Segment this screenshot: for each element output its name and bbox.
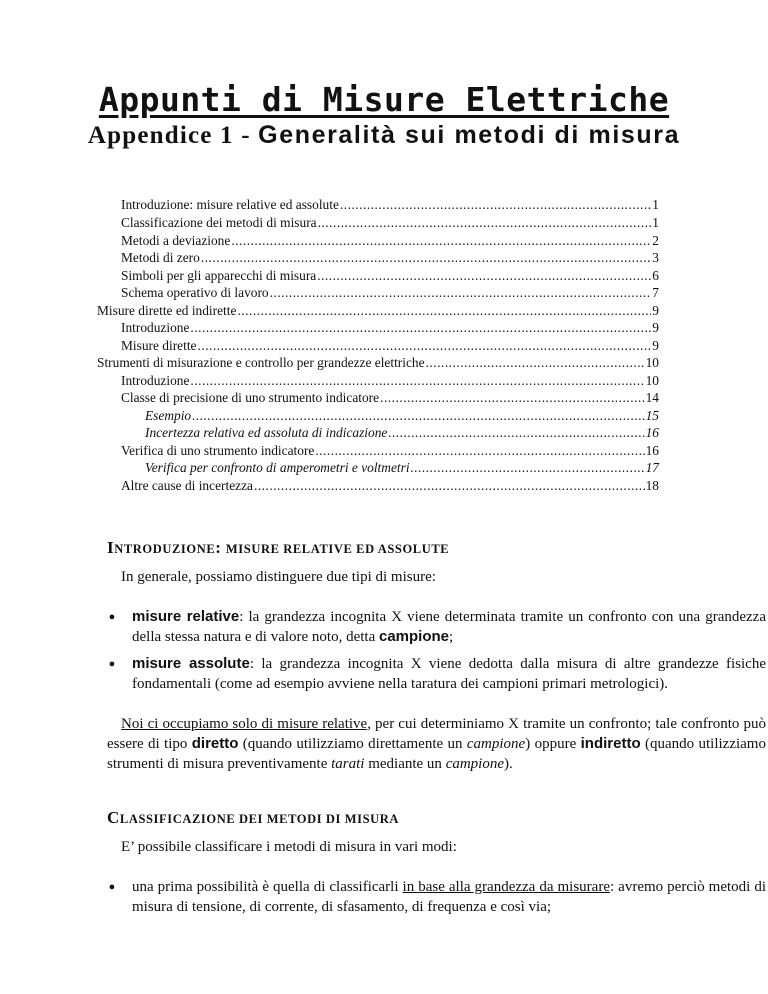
toc-entry[interactable]: Metodi di zero ..... 3 [121, 249, 659, 266]
section-heading-introduzione: INTRODUZIONE: MISURE RELATIVE ED ASSOLUTE [107, 538, 450, 557]
toc-entry[interactable]: Verifica di uno strumento indicatore ..... 16 [121, 442, 659, 459]
document-page: Appunti di Misure Elettriche Appendice 1 - Generalità sui metodi di misura Introduzione: misure relative ed assolute ..... 1 Classificazione dei metodi di misura ..... 1 Metodi a deviazione ..... 2 Metodi di zero ..... 3 Simboli per gli apparecchi di misura ..... 6 Schema operativo di lavoro ..... 7 Misure dirette ed indirette ..... 9 Introduzione ..... 9 Misure dirette ..... 9 Strumenti di misurazione e controllo per grandezze elettriche ..... 10 Introduzione ..... 10 Classe di precisione di uno strumento indicatore ..... 14 Esempio ..... 15 Incertezza relativa ed assoluta di indicazione ..... 16 Verifica di uno strumento indicatore ..... 16 Verifica per confronto di amperometri e voltmetri ..... 17 Altre cause di incertezza ..... 18 INTRODUZIONE: MISURE RELATIVE ED ASSOLUTE In generale, possiamo distinguere due tipi di misure: ● misure relative: la grandezza incognita X viene determinata tramite un confronto con una grandezza della stessa natura e di valore noto, detta campione; ● misure assolute: la grandezza incognita X viene dedotta dalla misura di altre grandezze fisiche fondamentali (come ad esempio avviene nella taratura dei campioni primari metrologici). Noi ci occupiamo solo di misure relative, per cui determiniamo X tramite un confronto; tale confronto può essere di tipo diretto (quando utilizziamo direttamente un campione) oppure indiretto (quando utilizziamo strumenti di misura preventivamente tarati mediante un campione). CLASSIFICAZIONE DEI METODI DI MISURA E’ possibile classificare i metodi di misura in vari modi: ● una prima possibilità è quella di classificarli in base alla grandezza da misurare: avremo perciò metodi di misura di tensione, di corrente, di sfasamento, di frequenza e così via; [0, 0, 768, 994]
bullet-icon: ● [108, 658, 116, 670]
toc-entry[interactable]: Metodi a deviazione ..... 2 [121, 232, 659, 249]
subtitle-prefix: Appendice 1 - [87, 122, 259, 149]
toc-entry[interactable]: Incertezza relativa ed assoluta di indicazione ..... 16 [145, 424, 659, 441]
toc-entry[interactable]: Introduzione ..... 9 [121, 319, 659, 336]
toc-entry[interactable]: Misure dirette ..... 9 [121, 337, 659, 354]
section2-intro: E’ possibile classificare i metodi di misura in vari modi: [121, 839, 457, 855]
toc-entry[interactable]: Classificazione dei metodi di misura ..... 1 [121, 214, 659, 231]
subtitle-main: Generalità sui metodi di misura [258, 121, 681, 149]
toc-entry[interactable]: Introduzione ..... 10 [121, 372, 659, 389]
toc-entry[interactable]: Verifica per confronto di amperometri e voltmetri ..... 17 [145, 459, 659, 476]
toc-entry[interactable]: Esempio ..... 15 [145, 407, 659, 424]
section1-paragraph: Noi ci occupiamo solo di misure relative, per cui determiniamo X tramite un confronto; tale confronto può essere di tipo diretto (quando utilizziamo direttamente un campione) oppure indiretto (quando utilizziamo strumenti di misura preventivamente tarati mediante un campione). [107, 716, 766, 772]
toc-entry[interactable]: Simboli per gli apparecchi di misura ..... 6 [121, 267, 659, 284]
toc-entry[interactable]: Altre cause di incertezza ..... 18 [121, 477, 659, 494]
toc-entry[interactable]: Introduzione: misure relative ed assolute ..... 1 [121, 196, 659, 213]
document-subtitle [0, 121, 768, 150]
toc-entry[interactable]: Strumenti di misurazione e controllo per grandezze elettriche ..... 10 [97, 354, 659, 371]
document-title: Appunti di Misure Elettriche [98, 80, 670, 119]
bullet-icon: ● [108, 611, 116, 623]
section-heading-classificazione: CLASSIFICAZIONE DEI METODI DI MISURA [107, 808, 400, 827]
toc-entry[interactable]: Schema operativo di lavoro ..... 7 [121, 284, 659, 301]
toc-entry[interactable]: Classe di precisione di uno strumento indicatore ..... 14 [121, 389, 659, 406]
bullet-icon: ● [108, 881, 116, 893]
section1-intro: In generale, possiamo distinguere due tipi di misure: [121, 569, 436, 585]
toc-entry[interactable]: Misure dirette ed indirette ..... 9 [97, 302, 659, 319]
